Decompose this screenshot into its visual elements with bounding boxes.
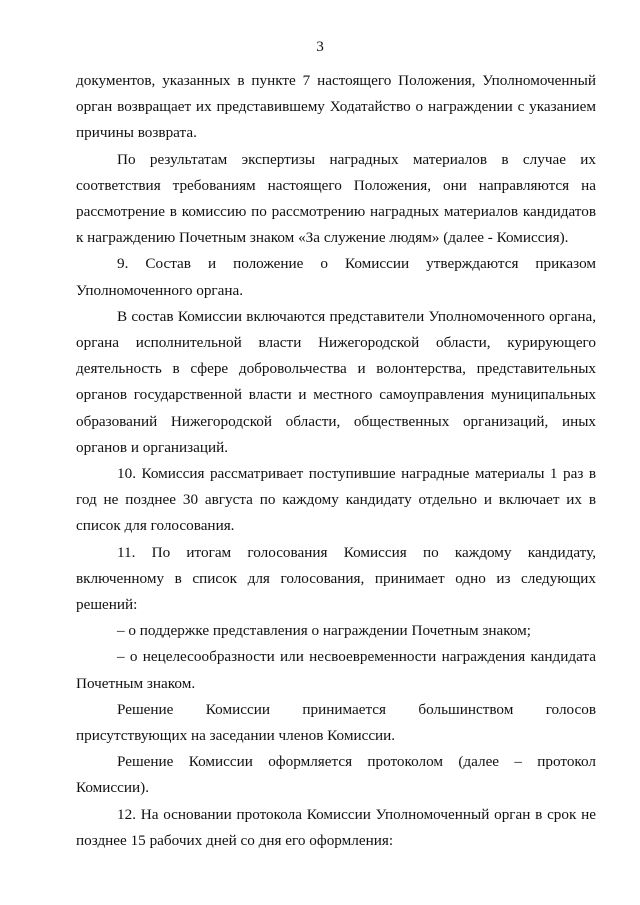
paragraph-12-protocol-basis: 12. На основании протокола Комиссии Уполномоченный орган в срок не позднее 15 рабочих дней со дня его оформления:	[76, 805, 596, 849]
document-body	[76, 68, 596, 854]
list-item-support: – о поддержке представления о награждении Почетным знаком;	[117, 622, 532, 640]
paragraph-commission-members: В состав Комиссии включаются представители Уполномоченного органа, органа исполнительной власти Нижегородской области, курирующего деятельность в сфере добровольчества и волонтерства, представительных органов государственной власти и местного самоуправления муниципальных образований Нижегородской области, общественных организаций, иных органов и организаций.	[76, 307, 596, 456]
paragraph-9-commission-composition: 9. Состав и положение о Комиссии утверждаются приказом Уполномоченного органа.	[76, 255, 596, 299]
paragraph-expertise: По результатам экспертизы наградных материалов в случае их соответствия требованиям настоящего Положения, они направляются на рассмотрение в комиссию по рассмотрению наградных материалов кандидатов к награждению Почетным знаком «За служение людям» (далее - Комиссия).	[76, 150, 596, 247]
paragraph-protocol: Решение Комиссии оформляется протоколом (далее – протокол Комиссии).	[76, 753, 596, 797]
paragraph-10-review: 10. Комиссия рассматривает поступившие наградные материалы 1 раз в год не позднее 30 августа по каждому кандидату отдельно и включает их в список для голосования.	[76, 465, 596, 535]
paragraph-majority-vote: Решение Комиссии принимается большинством голосов присутствующих на заседании членов Комиссии.	[76, 700, 596, 745]
page-number: 3	[316, 38, 324, 55]
paragraph-return-documents: документов, указанных в пункте 7 настоящего Положения, Уполномоченный орган возвращает их представившему Ходатайство о награждении с указанием причины возврата.	[76, 72, 596, 142]
paragraph-11-voting: 11. По итогам голосования Комиссия по каждому кандидату, включенному в список для голосования, принимает одно из следующих решений:	[76, 543, 596, 614]
list-item-inexpedient: – о нецелесообразности или несвоевременности награждения кандидата Почетным знаком.	[76, 648, 596, 692]
